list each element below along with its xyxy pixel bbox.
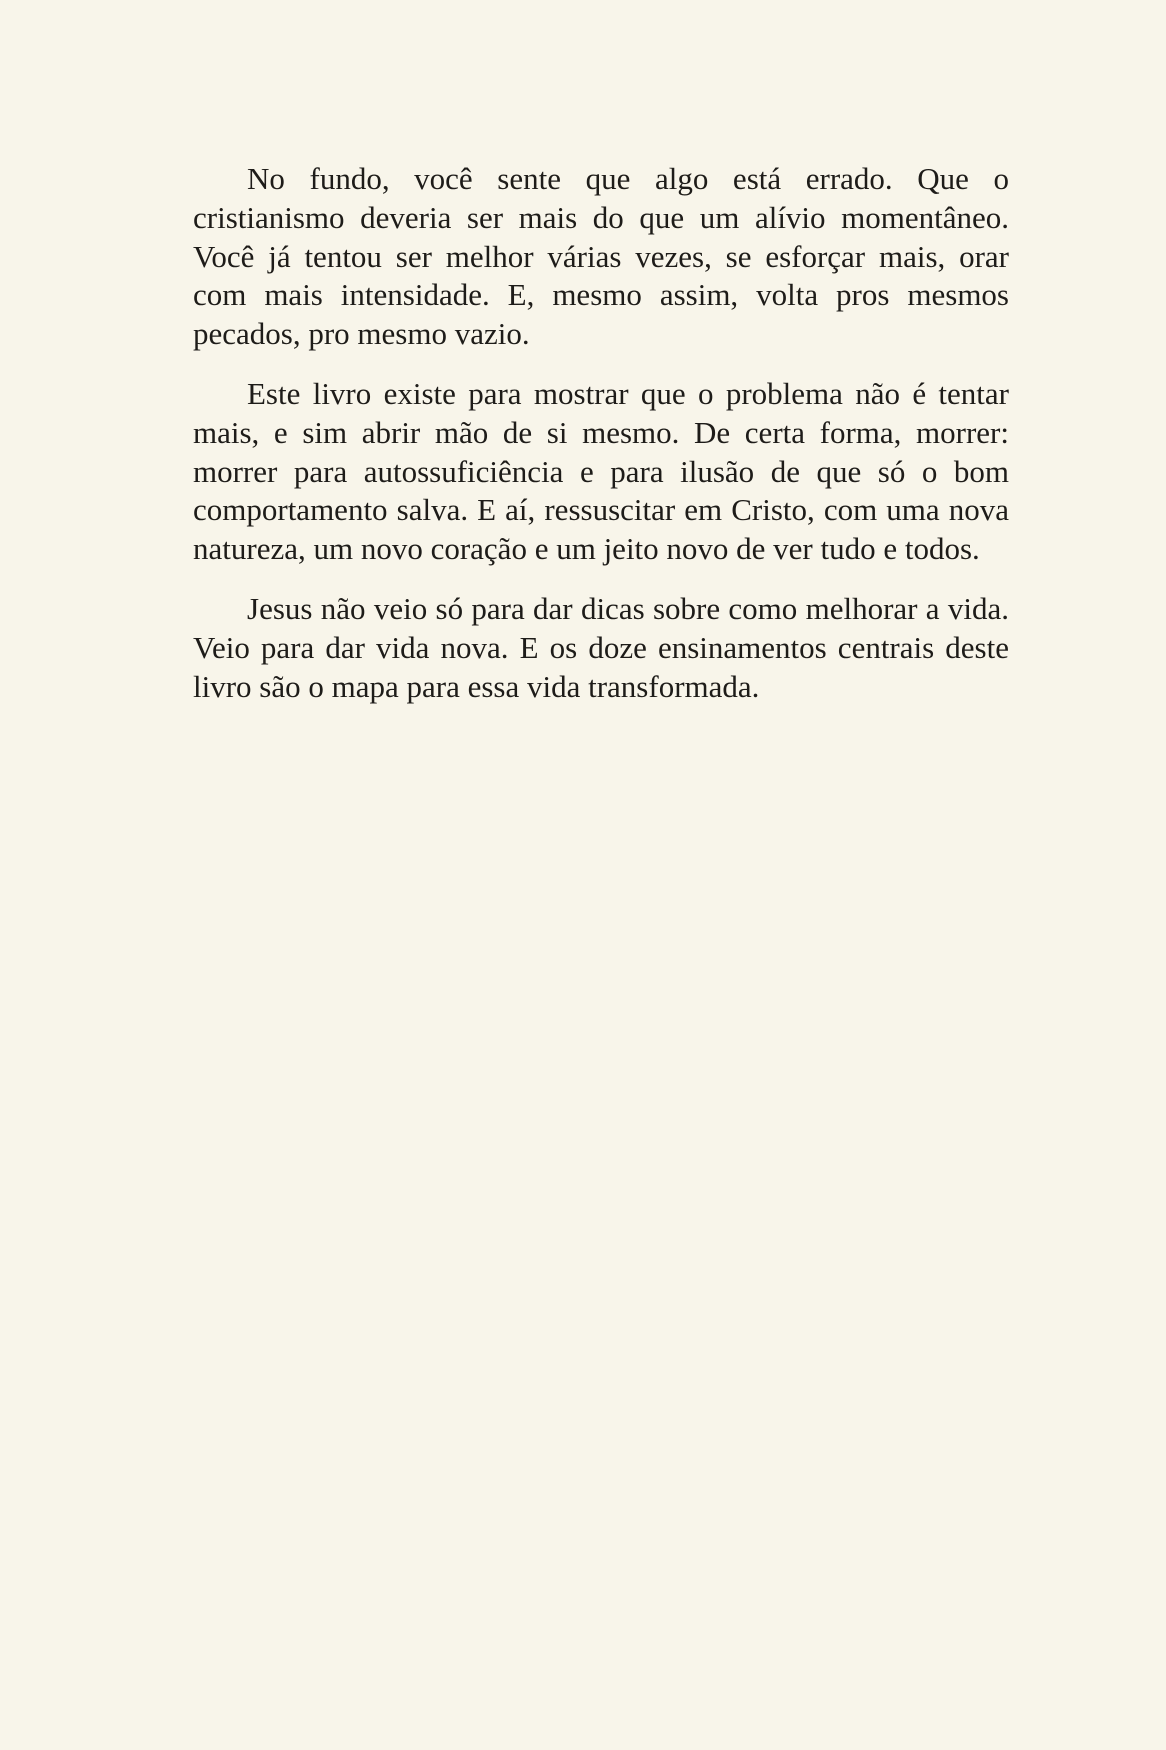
paragraph-3: Jesus não veio só para dar dicas sobre como melhorar a vida. Veio para dar vida nova. E os doze ensinamentos centrais deste livro são o mapa para essa vida transformada. [193,590,1009,704]
paragraph-1: No fundo, você sente que algo está errado. Que o cristianismo deveria ser mais do que um alívio momentâneo. Você já tentou ser melhor várias vezes, se esforçar mais, orar com mais intensidade. E, mesmo assim, volta pros mesmos pecados, pro mesmo vazio. [193,161,1009,352]
paragraph-2: Este livro existe para mostrar que o problema não é tentar mais, e sim abrir mão de si mesmo. De certa forma, morrer: morrer para autossuficiência e para ilusão de que só o bom comportamento salva. E aí, ressuscitar em Cristo, com uma nova natureza, um novo coração e um jeito novo de ver tudo e todos. [193,375,1009,567]
body-text [193,160,1009,727]
